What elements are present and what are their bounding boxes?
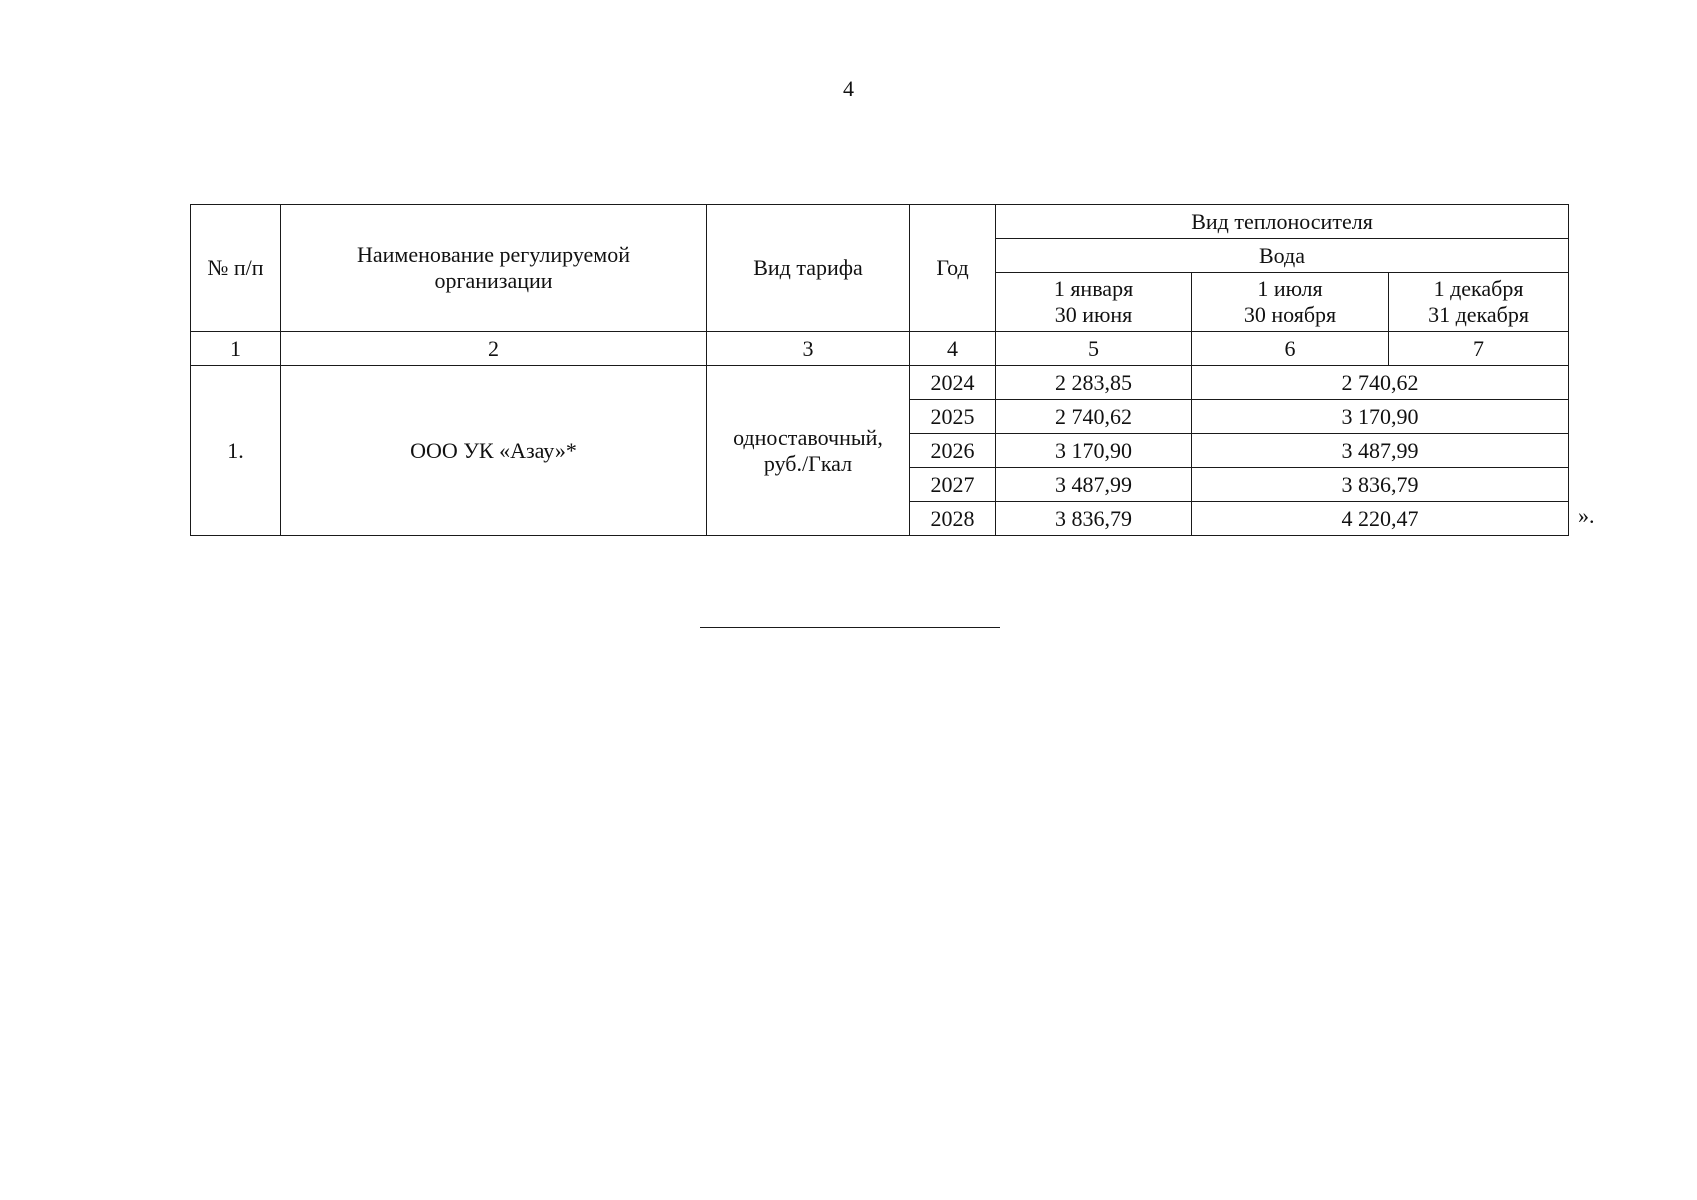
closing-quote: ».: [1578, 503, 1595, 528]
column-number: 5: [996, 332, 1192, 366]
column-number: 6: [1192, 332, 1389, 366]
row-first-half-tariff: 3 487,99: [996, 468, 1192, 502]
column-number: 4: [910, 332, 996, 366]
row-second-half-tariff: 3 836,79: [1192, 468, 1569, 502]
row-year: 2027: [910, 468, 996, 502]
column-number: 3: [707, 332, 910, 366]
header-period-1-start: 1 января: [1053, 276, 1134, 301]
row-first-half-tariff: 3 836,79: [996, 502, 1192, 536]
row-second-half-tariff: 3 170,90: [1192, 400, 1569, 434]
header-period-3-start: 1 декабря: [1433, 276, 1524, 301]
entry-tariff-type: [707, 366, 910, 536]
header-organization-line1: Наименование регулируемой: [356, 242, 630, 267]
row-year: 2028: [910, 502, 996, 536]
entry-number: 1.: [191, 366, 281, 536]
header-period-2: [1192, 273, 1389, 332]
row-second-half-tariff: 4 220,47: [1192, 502, 1569, 536]
header-period-3-end: 31 декабря: [1428, 302, 1529, 327]
row-second-half-tariff: 3 487,99: [1192, 434, 1569, 468]
header-organization: [281, 205, 707, 332]
header-period-3: [1389, 273, 1569, 332]
header-tariff-type: Вид тарифа: [707, 205, 910, 332]
header-carrier-type: Вид теплоносителя: [996, 205, 1569, 239]
column-number: 7: [1389, 332, 1569, 366]
header-period-1-end: 30 июня: [1054, 302, 1133, 327]
column-number: 2: [281, 332, 707, 366]
row-second-half-tariff: 2 740,62: [1192, 366, 1569, 400]
entry-tariff-line2: руб./Гкал: [763, 450, 853, 476]
header-period-1: [996, 273, 1192, 332]
header-water: Вода: [996, 239, 1569, 273]
column-number: 1: [191, 332, 281, 366]
end-rule: [700, 627, 1000, 628]
row-year: 2024: [910, 366, 996, 400]
page-number: 4: [843, 76, 854, 101]
entry-tariff-line1: одноставочный,: [733, 424, 883, 450]
header-year: Год: [910, 205, 996, 332]
column-number-row: [191, 332, 1569, 366]
row-first-half-tariff: 3 170,90: [996, 434, 1192, 468]
tariff-table: [190, 204, 1569, 536]
table-row: [191, 366, 1569, 400]
row-year: 2025: [910, 400, 996, 434]
row-first-half-tariff: 2 740,62: [996, 400, 1192, 434]
header-row-number: № п/п: [191, 205, 281, 332]
row-year: 2026: [910, 434, 996, 468]
header-organization-line2: организации: [434, 268, 553, 293]
entry-organization: ООО УК «Азау»*: [281, 366, 707, 536]
header-period-2-end: 30 ноября: [1243, 302, 1337, 327]
row-first-half-tariff: 2 283,85: [996, 366, 1192, 400]
header-period-2-start: 1 июля: [1257, 276, 1323, 301]
